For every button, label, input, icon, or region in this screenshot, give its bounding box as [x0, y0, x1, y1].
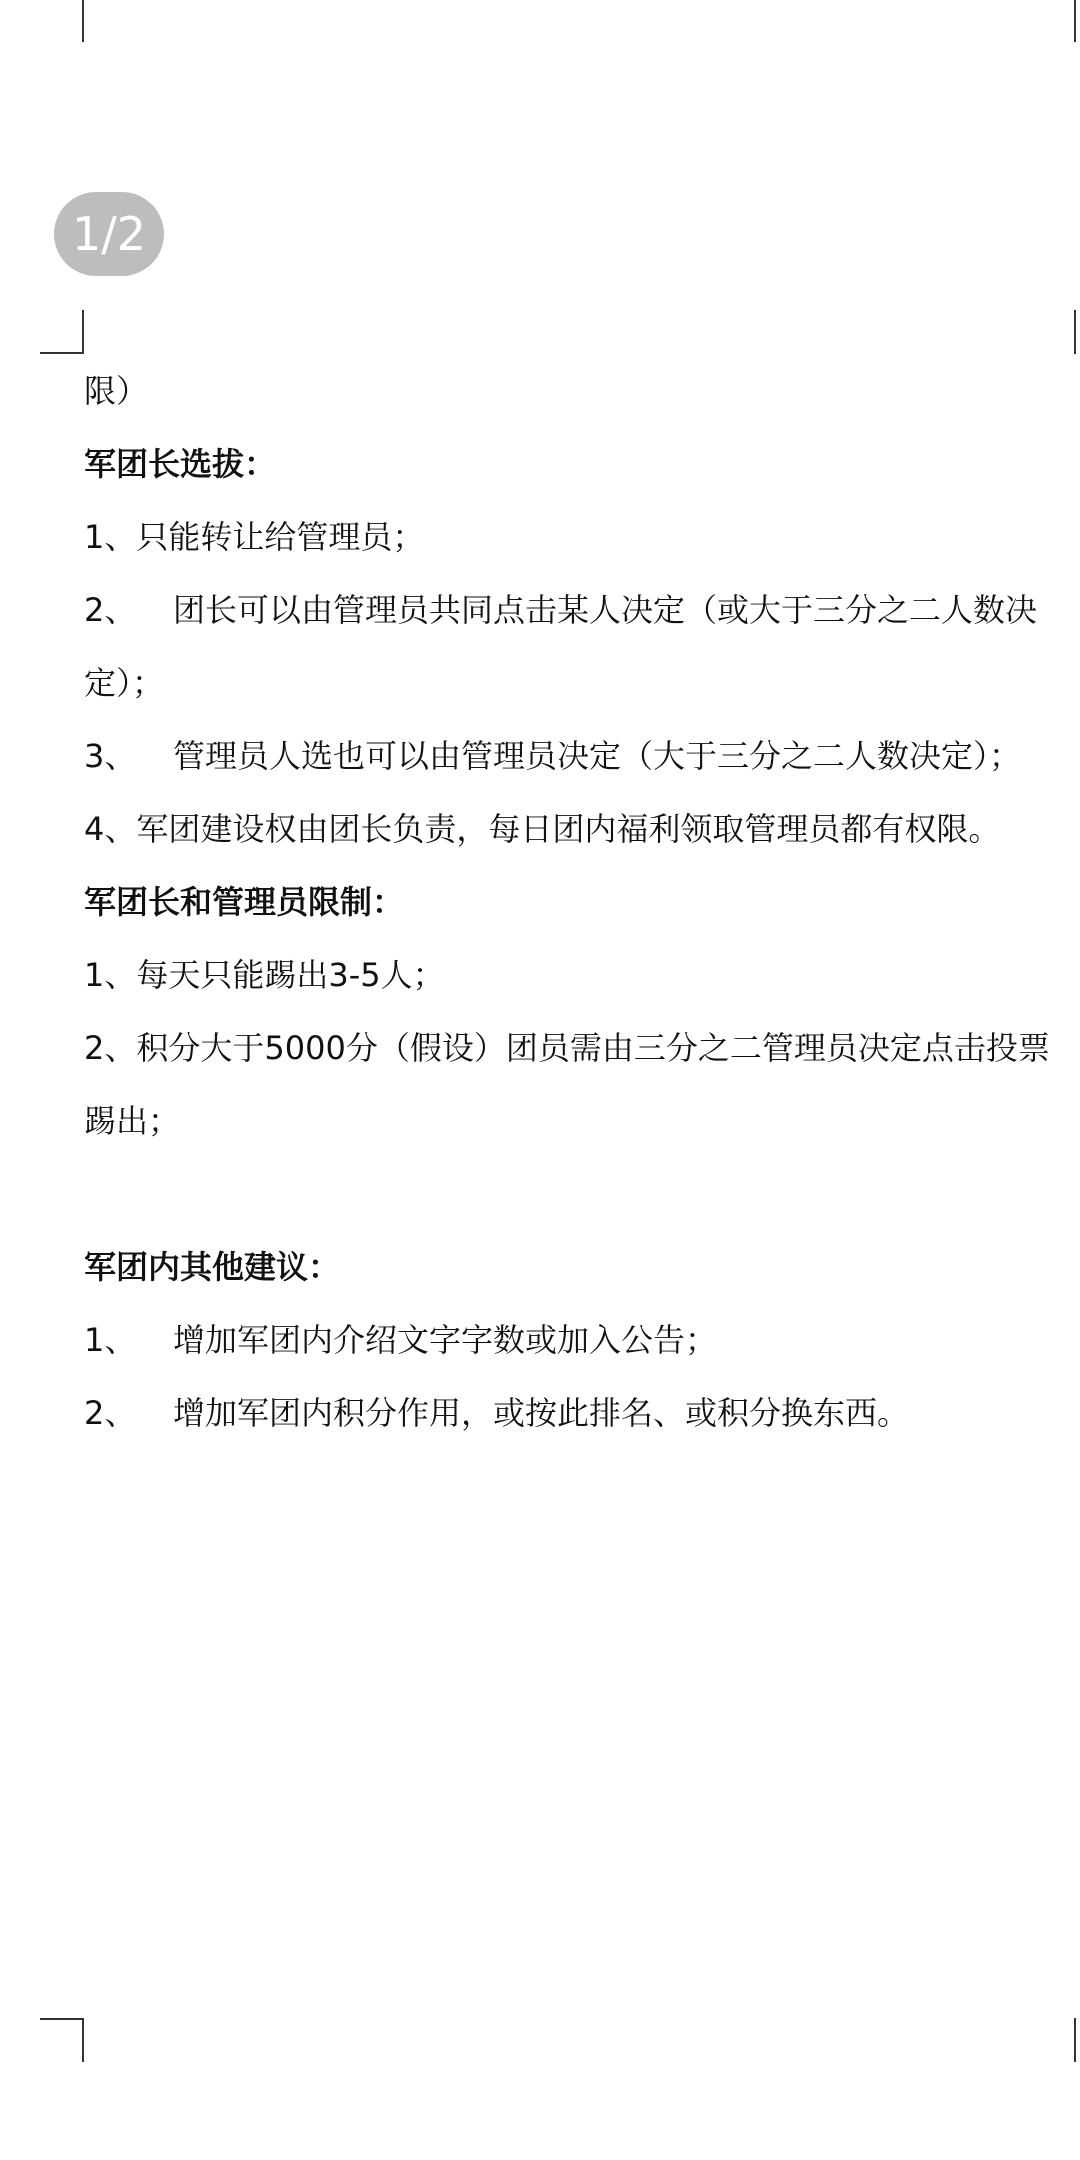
crop-mark-bottom-left-h [40, 2018, 84, 2020]
list-text: 每天只能踢出3-5人； [136, 956, 445, 994]
list-item [84, 939, 1054, 1012]
crop-mark-mid-right [1074, 310, 1076, 354]
list-item-continuation: 定）； [84, 664, 165, 702]
list-text: 增加军团内介绍文字字数或加入公告； [173, 1321, 718, 1359]
list-item [84, 720, 1054, 793]
crop-mark-top-left [82, 0, 84, 42]
section-heading-limits: 军团长和管理员限制： [84, 883, 405, 921]
list-number: 2、 [84, 1394, 137, 1432]
list-text: 军团建设权由团长负责，每日团内福利领取管理员都有权限。 [136, 810, 1001, 848]
list-item [84, 1304, 1054, 1377]
list-text: 只能转让给管理员； [136, 518, 425, 556]
crop-mark-mid-left-h [40, 352, 84, 354]
crop-mark-mid-left-v [82, 310, 84, 354]
list-text: 积分大于5000分（假设）团员需由三分之二管理员决定点击投票 [136, 1029, 1050, 1067]
list-text: 管理员人选也可以由管理员决定（大于三分之二人数决定）； [173, 737, 1022, 775]
list-item [84, 1012, 1054, 1085]
crop-mark-bottom-right [1074, 2018, 1076, 2062]
list-number: 1、 [84, 518, 137, 556]
list-number: 2、 [84, 1029, 137, 1067]
crop-mark-bottom-left-v [82, 2018, 84, 2062]
crop-mark-top-right [1074, 0, 1076, 42]
list-number: 4、 [84, 810, 137, 848]
blank-line [84, 1158, 1054, 1231]
list-number: 3、 [84, 737, 137, 775]
list-number: 1、 [84, 956, 137, 994]
document-body [84, 355, 1054, 1450]
list-item [84, 501, 1054, 574]
continuation-text: 限） [84, 372, 149, 410]
list-number: 2、 [84, 591, 137, 629]
list-item [84, 1377, 1054, 1450]
page-indicator: 1/2 [54, 192, 164, 276]
list-item-continuation: 踢出； [84, 1102, 181, 1140]
section-heading-other-suggestions: 军团内其他建议： [84, 1248, 341, 1286]
list-item [84, 793, 1054, 866]
list-number: 1、 [84, 1321, 137, 1359]
section-heading-leader-selection: 军团长选拔： [84, 445, 277, 483]
list-item [84, 574, 1054, 647]
list-text: 增加军团内积分作用，或按此排名、或积分换东西。 [173, 1394, 910, 1432]
list-text: 团长可以由管理员共同点击某人决定（或大于三分之二人数决 [173, 591, 1038, 629]
